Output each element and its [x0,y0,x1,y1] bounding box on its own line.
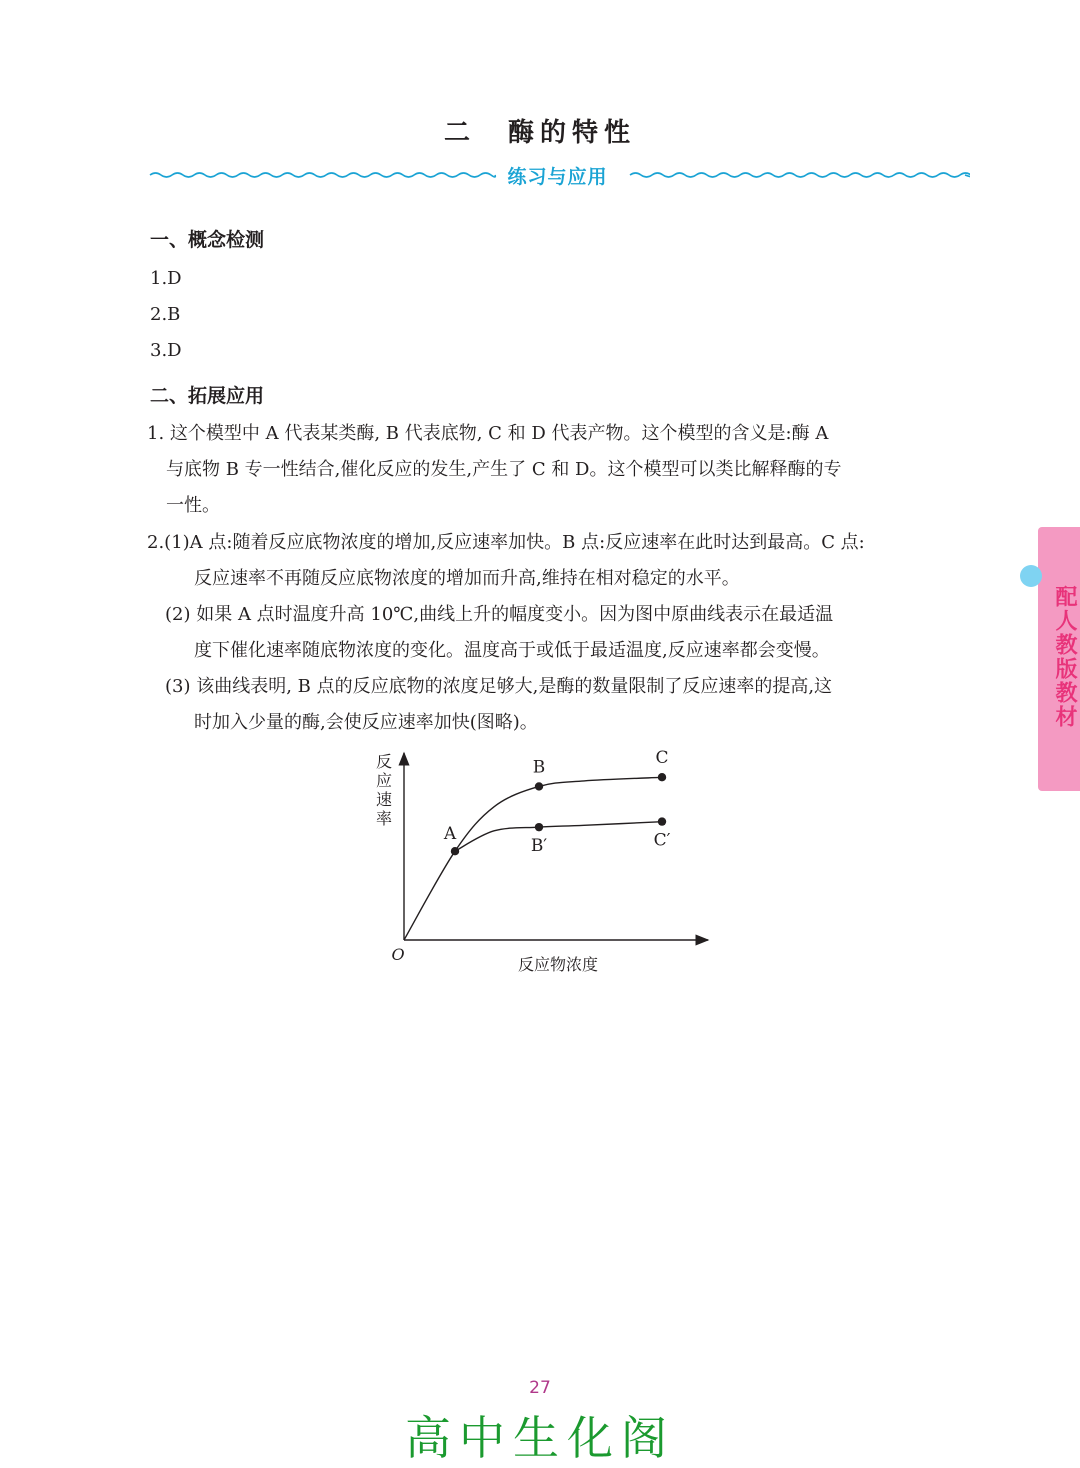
page-title: 二 酶的特性 [443,118,636,148]
watermark: 高中生化阁 [405,1411,675,1465]
origin-label: O [391,945,405,964]
y-axis-label-char: 反 [375,752,393,771]
page-number: 27 [529,1378,551,1398]
enzyme-rate-chart [360,745,720,985]
series-line-1 [404,777,665,940]
side-tab-label: 配人教版教材 [1052,585,1077,729]
q2-2-line-1: (2) 如果 A 点时温度升高 10℃,曲线上升的幅度变小。因为图中原曲线表示在最适温 [165,604,834,625]
q2-3-line-1: (3) 该曲线表明, B 点的反应底物的浓度足够大,是酶的数量限制了反应速率的提高,这 [165,676,833,697]
y-axis-label-char: 速 [375,790,393,809]
q2-1-line-2: 反应速率不再随反应底物浓度的增加而升高,维持在相对稳定的水平。 [194,568,740,589]
banner-label: 练习与应用 [507,166,608,188]
answer-2: 2.B [150,304,181,325]
data-point-label: B [532,757,546,778]
data-point-label: B′ [530,836,548,857]
q2-3-line-2: 时加入少量的酶,会使反应速率加快(图略)。 [194,712,538,733]
series-line-2 [455,822,665,852]
data-point-B [535,782,543,790]
data-point-label: C′ [653,830,671,851]
y-axis-label-char: 率 [375,809,393,828]
data-point-C [658,773,666,781]
q1-line-2: 与底物 B 专一性结合,催化反应的发生,产生了 C 和 D。这个模型可以类比解释酶的专 [166,459,842,480]
data-point-label: A [443,824,457,845]
section1-heading: 一、概念检测 [150,229,265,251]
data-point-C-prime [658,817,666,825]
side-tab-dot [1020,565,1042,587]
section-banner [145,158,970,194]
q1-line-1: 1. 这个模型中 A 代表某类酶, B 代表底物, C 和 D 代表产物。这个模型的含义是:酶 A [147,423,829,444]
data-point-label: C [655,748,669,769]
q2-2-line-2: 度下催化速率随底物浓度的变化。温度高于或低于最适温度,反应速率都会变慢。 [194,640,830,661]
q1-line-3: 一性。 [166,495,220,516]
answer-3: 3.D [150,340,182,361]
data-point-A [451,847,459,855]
section2-heading: 二、拓展应用 [150,385,265,407]
x-axis-label: 反应物浓度 [517,955,599,974]
q2-1-line-1: 2.(1)A 点:随着反应底物浓度的增加,反应速率加快。B 点:反应速率在此时达到最高。C 点: [147,532,865,553]
y-axis-label-char: 应 [375,771,393,790]
answer-1: 1.D [150,268,182,289]
y-axis-label [376,752,392,828]
data-point-B-prime [535,823,543,831]
